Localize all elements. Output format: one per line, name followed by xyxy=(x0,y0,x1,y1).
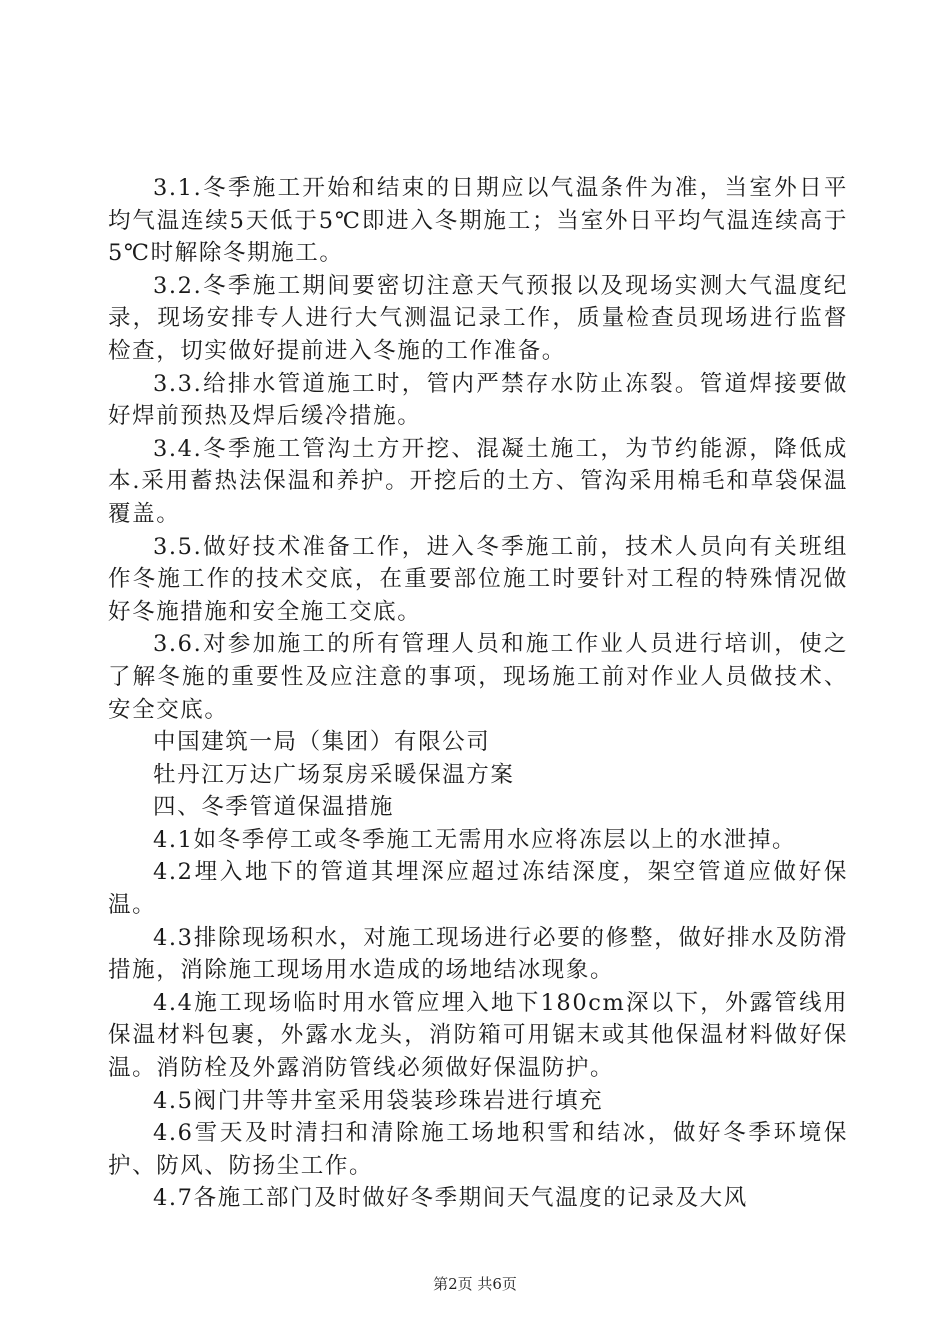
paragraph-4-4: 4.4施工现场临时用水管应埋入地下180cm深以下，外露管线用保温材料包裹，外露水龙头，消防箱可用锯末或其他保温材料做好保温。消防栓及外露消防管线必须做好保温防护。 xyxy=(108,989,848,1082)
document-body xyxy=(108,172,848,1215)
paragraph-3-4: 3.4.冬季施工管沟土方开挖、混凝土施工，为节约能源，降低成本.采用蓄热法保温和养护。开挖后的土方、管沟采用棉毛和草袋保温覆盖。 xyxy=(108,435,848,527)
paragraph-4-3: 4.3排除现场积水，对施工现场进行必要的修整，做好排水及防滑措施，消除施工现场用水造成的场地结冰现象。 xyxy=(108,924,848,984)
document-title: 牡丹江万达广场泵房采暖保温方案 xyxy=(153,761,515,788)
paragraph-4-7: 4.7各施工部门及时做好冬季期间天气温度的记录及大风 xyxy=(153,1185,748,1212)
section-heading-4: 四、冬季管道保温措施 xyxy=(153,794,395,821)
paragraph-3-2: 3.2.冬季施工期间要密切注意天气预报以及现场实测大气温度纪录，现场安排专人进行大气测温记录工作，质量检查员现场进行监督检查，切实做好提前进入冬施的工作准备。 xyxy=(108,272,848,364)
page-footer: 第2页 共6页 xyxy=(433,1275,517,1293)
paragraph-3-6: 3.6.对参加施工的所有管理人员和施工作业人员进行培训，使之了解冬施的重要性及应注意的事项，现场施工前对作业人员做技术、安全交底。 xyxy=(108,631,848,723)
paragraph-4-1: 4.1如冬季停工或冬季施工无需用水应将冻层以上的水泄掉。 xyxy=(153,826,797,853)
company-name: 中国建筑一局（集团）有限公司 xyxy=(153,729,491,756)
paragraph-3-1: 3.1.冬季施工开始和结束的日期应以气温条件为准，当室外日平均气温连续5天低于5℃即进入冬期施工；当室外日平均气温连续高于5℃时解除冬期施工。 xyxy=(108,175,848,267)
paragraph-3-3: 3.3.给排水管道施工时，管内严禁存水防止冻裂。管道焊接要做好焊前预热及焊后缓冷措施。 xyxy=(108,370,848,430)
paragraph-4-6: 4.6雪天及时清扫和清除施工场地积雪和结冰，做好冬季环境保护、防风、防扬尘工作。 xyxy=(108,1120,848,1179)
paragraph-4-5: 4.5阀门井等井室采用袋装珍珠岩进行填充 xyxy=(153,1087,604,1114)
paragraph-3-5: 3.5.做好技术准备工作，进入冬季施工前，技术人员向有关班组作冬施工作的技术交底，在重要部位施工时要针对工程的特殊情况做好冬施措施和安全施工交底。 xyxy=(108,533,848,625)
paragraph-4-2: 4.2埋入地下的管道其埋深应超过冻结深度，架空管道应做好保温。 xyxy=(108,859,848,919)
